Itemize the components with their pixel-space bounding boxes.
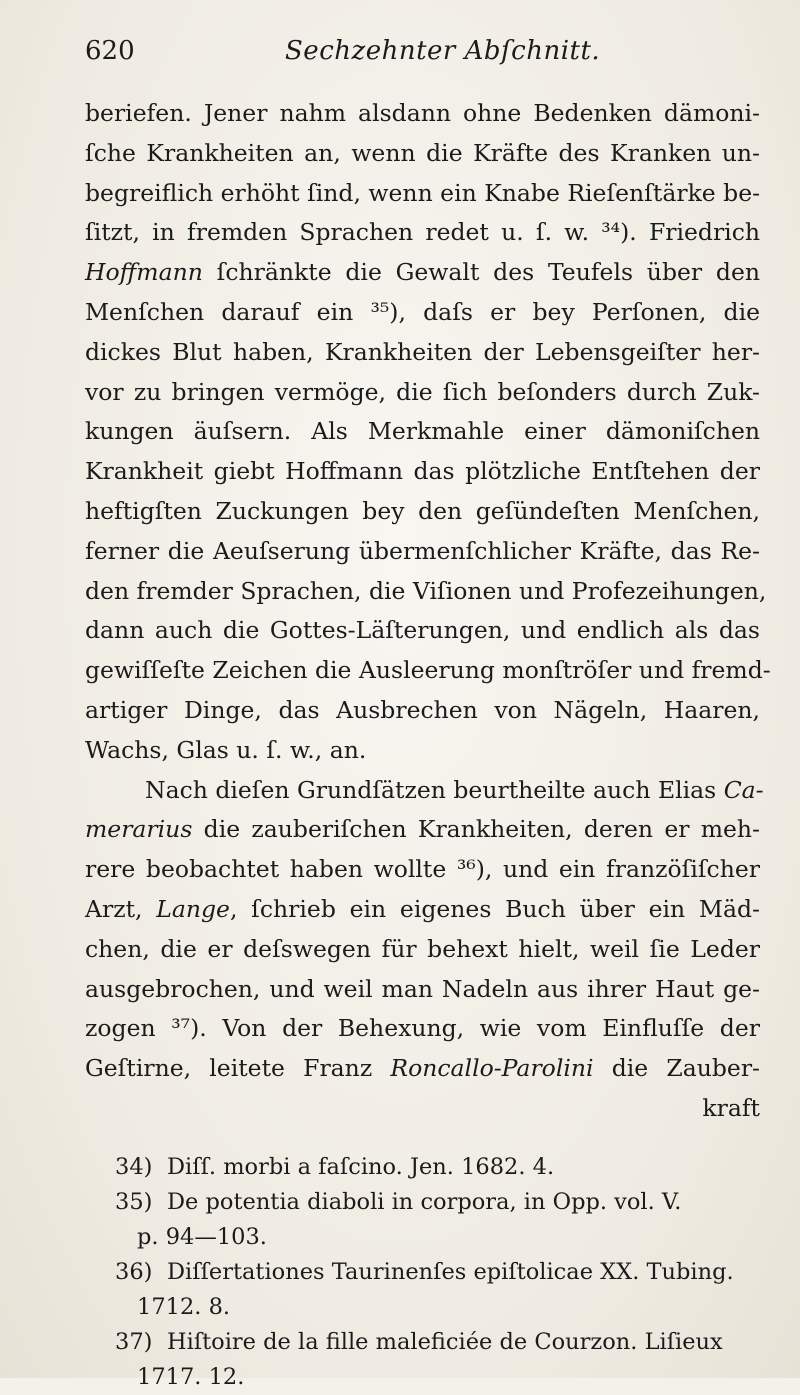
text-line: heftigſten Zuckungen bey den geſündeſten Menſchen, (85, 496, 760, 525)
footnote-text: Diſſertationes Taurinenſes epiſtolicae XX. Tubing. (167, 1259, 734, 1285)
text-line: vor zu bringen vermöge, die ſich beſonders durch Zuk- (85, 377, 760, 406)
text-line: Wachs, Glas u. ſ. w., an. (85, 735, 367, 764)
footnote-text: 1717. 12. (137, 1364, 245, 1390)
text-line: Geſtirne, leitete Franz Roncallo-Parolini die Zauber- (85, 1054, 760, 1083)
text-line: beriefen. Jener nahm alsdann ohne Bedenken dämoni- (85, 99, 760, 127)
text-line: gewiſſeſte Zeichen die Ausleerung monſtröſer und fremd- (85, 656, 771, 685)
text-line: den fremder Sprachen, die Viſionen und Profezeihungen, (85, 576, 767, 605)
text-line: Hoffmann ſchränkte die Gewalt des Teufels über den (85, 258, 760, 287)
footnote-text: Diſſ. morbi a faſcino. Jen. 1682. 4. (167, 1154, 555, 1180)
text-line: ſche Krankheiten an, wenn die Kräfte des Kranken un- (85, 138, 760, 167)
footnote-number: 36) (115, 1259, 153, 1285)
footnote-text: p. 94—103. (137, 1224, 267, 1250)
page-header (85, 28, 785, 78)
footnote-text: 1712. 8. (137, 1294, 231, 1320)
footnote-text: Hiſtoire de la fille maleficiée de Courzon. Liſieux (167, 1329, 723, 1355)
text-line: Krankheit giebt Hoffmann das plötzliche Entſtehen der (85, 457, 760, 486)
text-line: dickes Blut haben, Krankheiten der Lebensgeiſter her- (85, 337, 760, 366)
footnote-36-continuation (115, 1290, 760, 1325)
text-line: begreiflich erhöht ſind, wenn ein Knabe Rieſenſtärke be- (85, 178, 761, 207)
running-title: Sechzehnter Abſchnitt. (285, 36, 601, 66)
text-line: chen, die er deſswegen für behext hielt, weil ſie Leder (85, 934, 760, 963)
footnote-36 (115, 1255, 760, 1290)
footnote-number: 37) (115, 1329, 153, 1355)
footnote-35 (115, 1185, 760, 1220)
text-line: ausgebrochen, und weil man Nadeln aus ihrer Haut ge- (85, 974, 760, 1003)
text-line: rere beobachtet haben wollte ³⁶), und ein franzöſiſcher (85, 855, 760, 884)
footnote-37 (115, 1325, 760, 1360)
text-line: Menſchen darauf ein ³⁵), daſs er bey Perſonen, die (85, 297, 760, 326)
text-line: Nach dieſen Grundſätzen beurtheilte auch Elias Ca- (145, 775, 764, 804)
text-line: Arzt, Lange, ſchrieb ein eigenes Buch über ein Mäd- (85, 894, 760, 923)
footnotes (115, 1150, 760, 1395)
text-line: dann auch die Gottes-Läſterungen, und endlich als das (85, 616, 760, 645)
text-line: ſitzt, in fremden Sprachen redet u. ſ. w. ³⁴). Friedrich (85, 218, 760, 247)
text-line: ferner die Aeuſserung übermenſchlicher Kräfte, das Re- (85, 536, 760, 565)
text-line: merarius die zauberiſchen Krankheiten, deren er meh- (85, 815, 760, 844)
text-line: zogen ³⁷). Von der Behexung, wie vom Einfluſſe der (85, 1014, 760, 1043)
footnote-number: 34) (115, 1154, 153, 1180)
footnote-35-continuation (115, 1220, 760, 1255)
page-number: 620 (85, 36, 135, 66)
footnote-text: De potentia diaboli in corpora, in Opp. vol. V. (167, 1189, 682, 1215)
catchword: kraft (702, 1093, 760, 1122)
body-text (85, 94, 771, 1129)
text-line: artiger Dinge, das Ausbrechen von Nägeln, Haaren, (85, 695, 760, 724)
footnote-34 (115, 1150, 760, 1185)
text-line: kungen äuſsern. Als Merkmahle einer dämoniſchen (85, 417, 760, 446)
footnote-number: 35) (115, 1189, 153, 1215)
